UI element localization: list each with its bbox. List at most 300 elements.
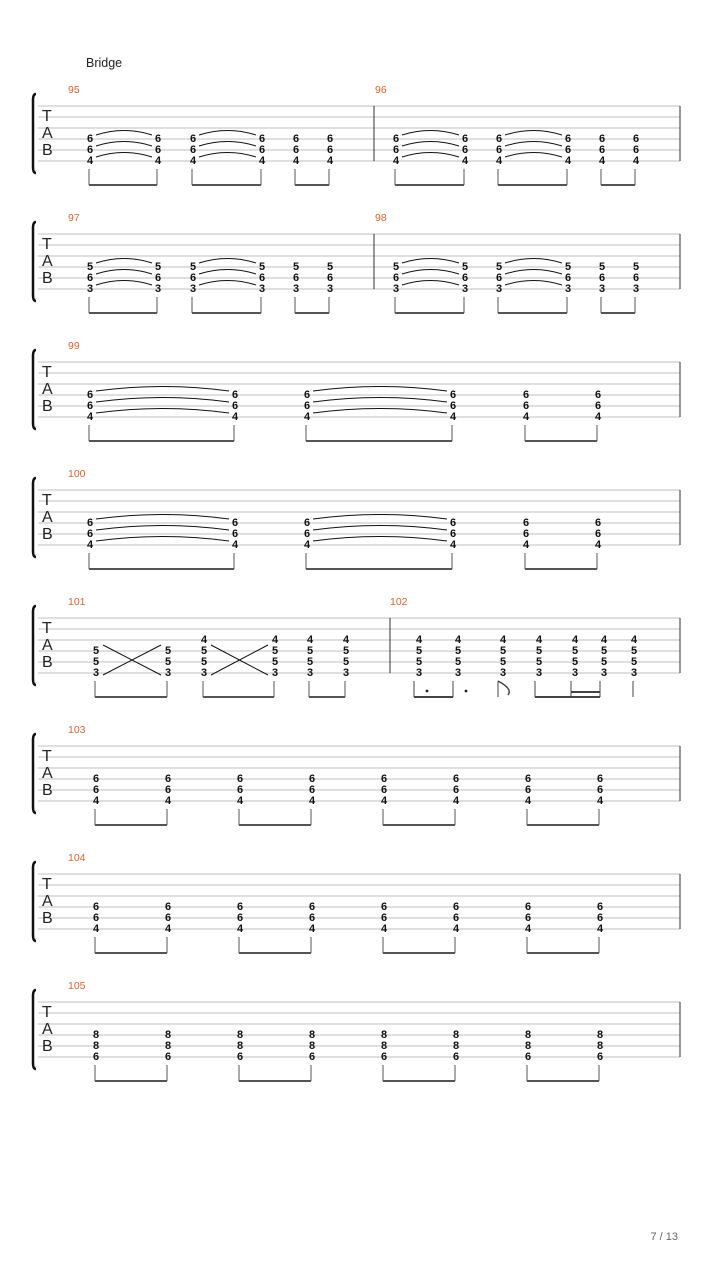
tie-arc [505, 281, 562, 286]
fret-number: 3 [499, 667, 507, 679]
fret-number: 6 [236, 901, 244, 913]
tie-arc [505, 142, 562, 147]
tie-arc [313, 526, 447, 531]
system-bracket [33, 990, 36, 1069]
fret-number: 4 [200, 634, 208, 646]
fret-number: 6 [308, 784, 316, 796]
fret-number: 4 [380, 923, 388, 935]
fret-number: 5 [292, 261, 300, 273]
fret-number: 6 [164, 901, 172, 913]
fret-number: 5 [571, 656, 579, 668]
fret-number: 5 [392, 261, 400, 273]
fret-number: 5 [92, 656, 100, 668]
fret-number: 4 [236, 923, 244, 935]
tie-arc [313, 409, 447, 414]
fret-number: 4 [164, 795, 172, 807]
fret-number: 6 [86, 400, 94, 412]
fret-number: 6 [461, 133, 469, 145]
fret-number: 5 [600, 645, 608, 657]
fret-number: 6 [596, 784, 604, 796]
tab-clef-letter: B [42, 782, 53, 799]
tie-arc [402, 131, 459, 136]
fret-number: 4 [303, 539, 311, 551]
tab-system [33, 596, 680, 697]
fret-number: 3 [271, 667, 279, 679]
system-bracket [33, 94, 36, 173]
fret-number: 6 [303, 517, 311, 529]
fret-number: 6 [92, 901, 100, 913]
fret-number: 4 [522, 539, 530, 551]
fret-number: 6 [524, 1051, 532, 1063]
fret-number: 6 [154, 272, 162, 284]
fret-number: 6 [303, 528, 311, 540]
fret-number: 6 [449, 389, 457, 401]
fret-number: 3 [535, 667, 543, 679]
fret-number: 5 [86, 261, 94, 273]
fret-number: 6 [189, 144, 197, 156]
fret-number: 6 [632, 144, 640, 156]
tab-clef-letter: A [42, 381, 53, 398]
fret-number: 6 [303, 400, 311, 412]
tie-arc [402, 281, 459, 286]
fret-number: 8 [164, 1040, 172, 1052]
fret-number: 6 [308, 1051, 316, 1063]
tie-arc [199, 259, 256, 264]
fret-number: 3 [306, 667, 314, 679]
tie-arc [505, 153, 562, 158]
fret-number: 4 [524, 923, 532, 935]
fret-number: 6 [92, 784, 100, 796]
fret-number: 4 [326, 155, 334, 167]
tab-clef-letter: B [42, 526, 53, 543]
fret-number: 3 [571, 667, 579, 679]
fret-number: 6 [380, 773, 388, 785]
fret-number: 6 [164, 773, 172, 785]
measure-number: 105 [68, 980, 86, 992]
tab-clef-letter: B [42, 398, 53, 415]
fret-number: 5 [499, 656, 507, 668]
fret-number: 6 [522, 389, 530, 401]
system-bracket [33, 222, 36, 301]
fret-number: 6 [524, 912, 532, 924]
fret-number: 6 [231, 400, 239, 412]
tab-clef-letter: A [42, 637, 53, 654]
fret-number: 6 [594, 528, 602, 540]
fret-number: 6 [461, 272, 469, 284]
tie-arc [313, 398, 447, 403]
fret-number: 6 [154, 144, 162, 156]
fret-number: 6 [522, 528, 530, 540]
fret-number: 3 [200, 667, 208, 679]
fret-number: 3 [632, 283, 640, 295]
tab-clef-letter: T [42, 364, 52, 381]
system-bracket [33, 478, 36, 557]
fret-number: 4 [630, 634, 638, 646]
fret-number: 4 [92, 795, 100, 807]
fret-number: 4 [564, 155, 572, 167]
fret-number: 6 [495, 144, 503, 156]
fret-number: 3 [292, 283, 300, 295]
fret-number: 6 [495, 133, 503, 145]
tab-system [33, 852, 680, 953]
system-bracket [33, 862, 36, 941]
tab-clef-letter: T [42, 236, 52, 253]
fret-number: 3 [392, 283, 400, 295]
fret-number: 5 [258, 261, 266, 273]
tie-arc [96, 281, 152, 286]
fret-number: 5 [189, 261, 197, 273]
tie-arc [505, 270, 562, 275]
fret-number: 3 [630, 667, 638, 679]
tab-clef-letter: B [42, 654, 53, 671]
fret-number: 4 [303, 411, 311, 423]
measure-number: 102 [390, 596, 408, 608]
tie-arc [96, 515, 229, 520]
fret-number: 8 [308, 1040, 316, 1052]
fret-number: 4 [449, 539, 457, 551]
fret-number: 5 [632, 261, 640, 273]
system-bracket [33, 606, 36, 685]
fret-number: 5 [342, 645, 350, 657]
tab-clef-letter: B [42, 910, 53, 927]
fret-number: 3 [600, 667, 608, 679]
tie-arc [96, 153, 152, 158]
fret-number: 8 [164, 1029, 172, 1041]
fret-number: 6 [231, 528, 239, 540]
fret-number: 8 [452, 1029, 460, 1041]
fret-number: 6 [189, 272, 197, 284]
fret-number: 4 [86, 411, 94, 423]
fret-number: 6 [452, 784, 460, 796]
fret-number: 6 [524, 901, 532, 913]
fret-number: 6 [303, 389, 311, 401]
fret-number: 8 [380, 1040, 388, 1052]
fret-number: 4 [231, 411, 239, 423]
fret-number: 4 [454, 634, 462, 646]
tie-arc [199, 153, 256, 158]
fret-number: 8 [92, 1029, 100, 1041]
fret-number: 8 [308, 1029, 316, 1041]
fret-number: 5 [200, 656, 208, 668]
fret-number: 6 [308, 773, 316, 785]
fret-number: 8 [380, 1029, 388, 1041]
tab-clef-letter: A [42, 1021, 53, 1038]
fret-number: 4 [499, 634, 507, 646]
fret-number: 6 [86, 528, 94, 540]
fret-number: 4 [415, 634, 423, 646]
fret-number: 4 [449, 411, 457, 423]
fret-number: 3 [258, 283, 266, 295]
fret-number: 5 [342, 656, 350, 668]
fret-number: 6 [596, 912, 604, 924]
fret-number: 6 [258, 144, 266, 156]
fret-number: 6 [164, 784, 172, 796]
fret-number: 6 [92, 773, 100, 785]
fret-number: 6 [236, 1051, 244, 1063]
fret-number: 8 [524, 1040, 532, 1052]
fret-number: 6 [258, 272, 266, 284]
fret-number: 6 [380, 912, 388, 924]
fret-number: 4 [571, 634, 579, 646]
fret-number: 6 [189, 133, 197, 145]
fret-number: 6 [392, 144, 400, 156]
fret-number: 4 [594, 539, 602, 551]
fret-number: 6 [632, 272, 640, 284]
fret-number: 4 [596, 795, 604, 807]
fret-number: 3 [164, 667, 172, 679]
fret-number: 3 [154, 283, 162, 295]
fret-number: 6 [154, 133, 162, 145]
tie-arc [96, 142, 152, 147]
tie-arc [505, 259, 562, 264]
fret-number: 3 [454, 667, 462, 679]
fret-number: 5 [306, 645, 314, 657]
tie-arc [402, 270, 459, 275]
fret-number: 5 [415, 645, 423, 657]
fret-number: 6 [632, 133, 640, 145]
fret-number: 4 [189, 155, 197, 167]
fret-number: 4 [452, 795, 460, 807]
fret-number: 5 [495, 261, 503, 273]
fret-number: 6 [522, 517, 530, 529]
tie-arc [505, 131, 562, 136]
fret-number: 6 [380, 1051, 388, 1063]
fret-number: 6 [598, 144, 606, 156]
tie-arc [96, 526, 229, 531]
fret-number: 5 [535, 645, 543, 657]
fret-number: 4 [535, 634, 543, 646]
fret-number: 3 [415, 667, 423, 679]
fret-number: 6 [308, 912, 316, 924]
fret-number: 5 [564, 261, 572, 273]
measure-number: 101 [68, 596, 86, 608]
fret-number: 6 [380, 784, 388, 796]
tie-arc [96, 387, 229, 392]
fret-number: 6 [292, 144, 300, 156]
fret-number: 4 [392, 155, 400, 167]
fret-number: 5 [461, 261, 469, 273]
fret-number: 8 [524, 1029, 532, 1041]
fret-number: 6 [596, 773, 604, 785]
fret-number: 6 [594, 389, 602, 401]
fret-number: 6 [524, 773, 532, 785]
tie-arc [96, 131, 152, 136]
tab-clef-letter: A [42, 253, 53, 270]
fret-number: 4 [596, 923, 604, 935]
fret-number: 6 [449, 400, 457, 412]
fret-number: 5 [306, 656, 314, 668]
fret-number: 4 [308, 923, 316, 935]
tab-clef-letter: T [42, 492, 52, 509]
fret-number: 4 [598, 155, 606, 167]
fret-number: 6 [86, 389, 94, 401]
system-bracket [33, 734, 36, 813]
note-flag [498, 681, 509, 695]
fret-number: 8 [92, 1040, 100, 1052]
fret-number: 5 [571, 645, 579, 657]
tie-arc [313, 537, 447, 542]
fret-number: 6 [596, 1051, 604, 1063]
fret-number: 6 [564, 133, 572, 145]
fret-number: 4 [86, 155, 94, 167]
measure-number: 104 [68, 852, 86, 864]
tab-clef-letter: T [42, 620, 52, 637]
tie-arc [199, 281, 256, 286]
measure-number: 98 [375, 212, 387, 224]
fret-number: 4 [164, 923, 172, 935]
fret-number: 4 [524, 795, 532, 807]
fret-number: 4 [380, 795, 388, 807]
fret-number: 5 [415, 656, 423, 668]
fret-number: 4 [600, 634, 608, 646]
tab-clef-letter: T [42, 876, 52, 893]
fret-number: 4 [86, 539, 94, 551]
measure-number: 95 [68, 84, 80, 96]
fret-number: 3 [86, 283, 94, 295]
fret-number: 6 [392, 133, 400, 145]
fret-number: 5 [454, 645, 462, 657]
fret-number: 6 [92, 1051, 100, 1063]
fret-number: 6 [308, 901, 316, 913]
fret-number: 6 [594, 400, 602, 412]
fret-number: 6 [596, 901, 604, 913]
tab-system [33, 724, 680, 825]
fret-number: 4 [271, 634, 279, 646]
fret-number: 5 [200, 645, 208, 657]
fret-number: 5 [535, 656, 543, 668]
fret-number: 8 [236, 1029, 244, 1041]
fret-number: 6 [86, 144, 94, 156]
tab-clef-letter: A [42, 893, 53, 910]
fret-number: 3 [564, 283, 572, 295]
fret-number: 4 [258, 155, 266, 167]
fret-number: 6 [461, 144, 469, 156]
tie-arc [96, 270, 152, 275]
tab-system [33, 340, 680, 441]
tie-arc [402, 142, 459, 147]
fret-number: 6 [86, 133, 94, 145]
tab-clef-letter: A [42, 765, 53, 782]
fret-number: 5 [630, 656, 638, 668]
fret-number: 6 [524, 784, 532, 796]
tie-arc [313, 387, 447, 392]
fret-number: 5 [271, 645, 279, 657]
measure-number: 103 [68, 724, 86, 736]
fret-number: 3 [92, 667, 100, 679]
fret-number: 3 [461, 283, 469, 295]
fret-number: 6 [236, 912, 244, 924]
tab-clef-letter: A [42, 509, 53, 526]
section-label: Bridge [86, 56, 123, 70]
fret-number: 3 [495, 283, 503, 295]
fret-number: 5 [598, 261, 606, 273]
fret-number: 6 [86, 517, 94, 529]
tie-arc [199, 131, 256, 136]
tie-arc [96, 259, 152, 264]
fret-number: 5 [164, 656, 172, 668]
fret-number: 6 [326, 144, 334, 156]
fret-number: 5 [600, 656, 608, 668]
fret-number: 5 [454, 656, 462, 668]
fret-number: 6 [292, 133, 300, 145]
fret-number: 6 [449, 517, 457, 529]
fret-number: 4 [308, 795, 316, 807]
fret-number: 6 [522, 400, 530, 412]
fret-number: 4 [594, 411, 602, 423]
fret-number: 6 [164, 1051, 172, 1063]
dot [465, 690, 468, 693]
fret-number: 5 [154, 261, 162, 273]
fret-number: 6 [452, 901, 460, 913]
fret-number: 3 [189, 283, 197, 295]
fret-number: 6 [452, 1051, 460, 1063]
fret-number: 5 [630, 645, 638, 657]
fret-number: 5 [92, 645, 100, 657]
fret-number: 8 [452, 1040, 460, 1052]
fret-number: 8 [596, 1040, 604, 1052]
tie-arc [96, 409, 229, 414]
fret-number: 6 [258, 133, 266, 145]
fret-number: 6 [449, 528, 457, 540]
measure-number: 97 [68, 212, 80, 224]
fret-number: 6 [598, 133, 606, 145]
fret-number: 6 [594, 517, 602, 529]
fret-number: 6 [231, 389, 239, 401]
fret-number: 6 [86, 272, 94, 284]
fret-number: 5 [499, 645, 507, 657]
fret-number: 4 [292, 155, 300, 167]
fret-number: 4 [342, 634, 350, 646]
fret-number: 4 [306, 634, 314, 646]
tab-system [33, 980, 680, 1081]
fret-number: 4 [522, 411, 530, 423]
fret-number: 4 [461, 155, 469, 167]
tie-arc [199, 270, 256, 275]
fret-number: 6 [392, 272, 400, 284]
tab-system [33, 84, 680, 185]
fret-number: 4 [92, 923, 100, 935]
tab-system [33, 212, 680, 313]
fret-number: 8 [236, 1040, 244, 1052]
fret-number: 6 [326, 133, 334, 145]
fret-number: 6 [495, 272, 503, 284]
page-number: 7 / 13 [650, 1231, 678, 1243]
fret-number: 4 [154, 155, 162, 167]
dot [426, 690, 429, 693]
fret-number: 5 [164, 645, 172, 657]
fret-number: 4 [452, 923, 460, 935]
fret-number: 4 [632, 155, 640, 167]
fret-number: 6 [452, 912, 460, 924]
tab-clef-letter: B [42, 270, 53, 287]
fret-number: 6 [326, 272, 334, 284]
fret-number: 6 [236, 784, 244, 796]
measure-number: 99 [68, 340, 80, 352]
fret-number: 6 [236, 773, 244, 785]
fret-number: 6 [452, 773, 460, 785]
tie-arc [96, 398, 229, 403]
measure-number: 100 [68, 468, 86, 480]
fret-number: 6 [564, 272, 572, 284]
tie-arc [199, 142, 256, 147]
fret-number: 5 [271, 656, 279, 668]
fret-number: 6 [231, 517, 239, 529]
tab-system [33, 468, 680, 569]
fret-number: 8 [596, 1029, 604, 1041]
tab-clef-letter: A [42, 125, 53, 142]
fret-number: 6 [564, 144, 572, 156]
fret-number: 6 [164, 912, 172, 924]
